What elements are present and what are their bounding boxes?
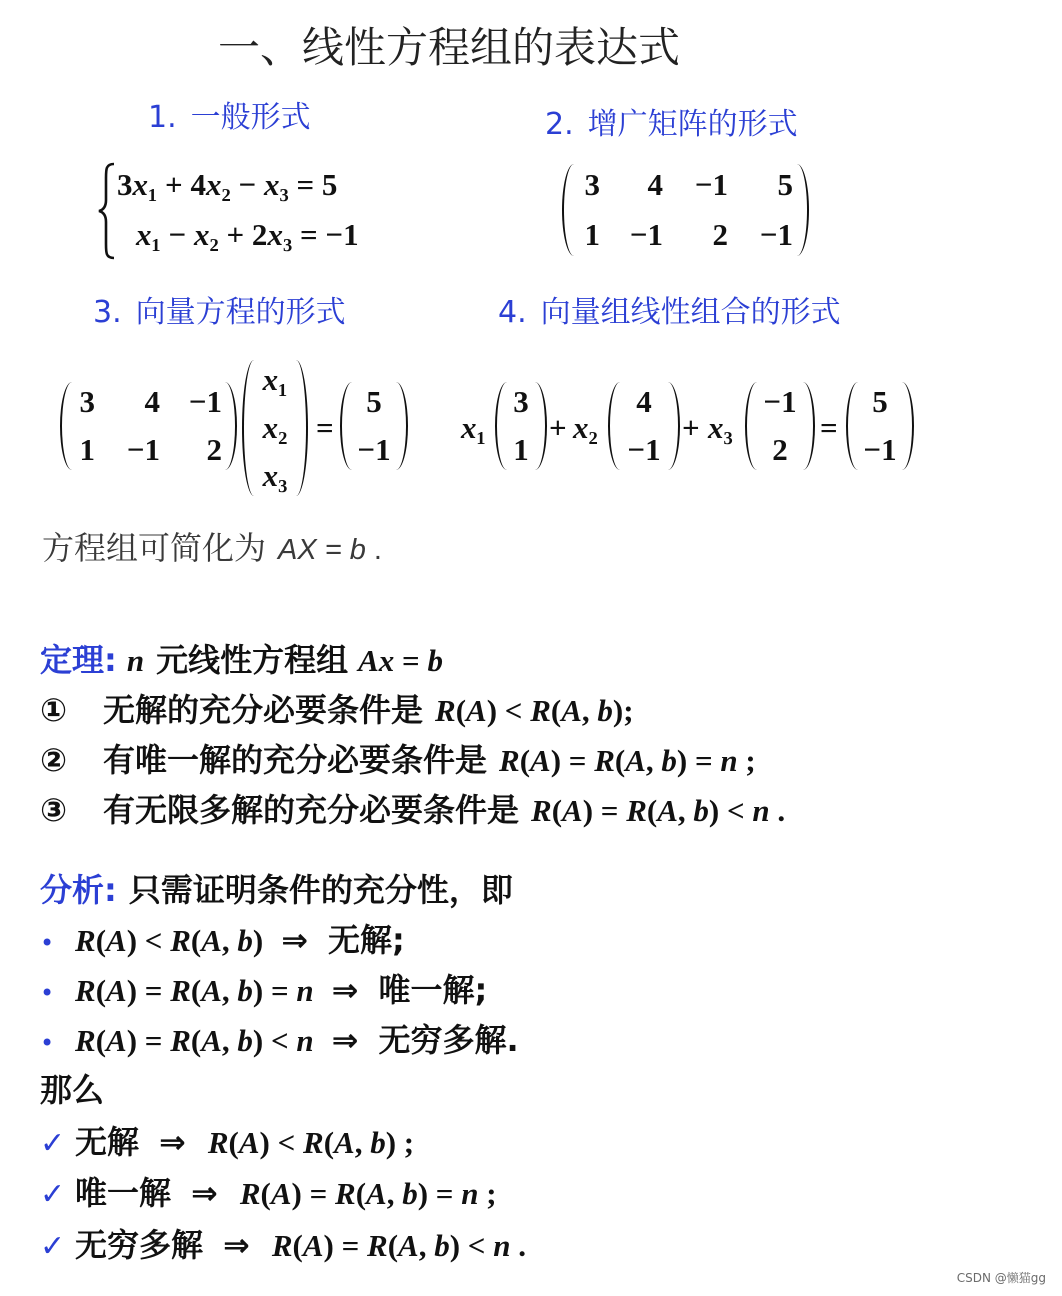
analysis-text: 只需证明条件的充分性，即: [128, 871, 513, 909]
analysis-heading: [40, 872, 513, 908]
combination-coefficient: [461, 410, 486, 446]
math-variable: x: [461, 410, 477, 445]
math-variable: n: [720, 743, 738, 778]
section-number: 2.: [545, 107, 574, 142]
math-variable: R: [367, 1228, 388, 1263]
left-parenthesis: [60, 382, 74, 470]
math-subscript: ₃: [279, 167, 289, 202]
right-parenthesis: [801, 382, 815, 470]
theorem-variable: [127, 643, 144, 679]
equation-row: 3x₁ + 4x₂ − x₃ = 5: [117, 167, 338, 202]
math-variable: b: [427, 643, 443, 678]
math-variable: R: [531, 793, 552, 828]
math-variable: R: [207, 1125, 229, 1160]
math-variable: A: [201, 973, 222, 1008]
math-variable: R: [239, 1176, 261, 1211]
math-variable: A: [625, 743, 646, 778]
plus-sign: +: [682, 410, 700, 445]
watermark: CSDN @懒猫gg: [956, 1271, 1046, 1285]
section-number: 1.: [148, 100, 177, 135]
math-variable: R: [170, 973, 191, 1008]
vector-entry: 1: [513, 432, 529, 467]
implies-arrow-icon: ⇒: [159, 1123, 186, 1161]
right-parenthesis: [533, 382, 547, 470]
matrix-cell: 4: [144, 384, 160, 419]
left-brace: [96, 162, 118, 260]
implication-formula: R(A) < R(A, b): [75, 923, 264, 958]
vector-entry: 3: [513, 384, 529, 419]
math-variable: R: [594, 743, 615, 778]
section-number: 3.: [93, 295, 122, 330]
column-vector: [608, 378, 680, 474]
math-subscript: ₃: [723, 410, 733, 445]
right-parenthesis: [294, 360, 308, 496]
condition-text: 有无限多解的充分必要条件是: [103, 791, 520, 829]
math-subscript: ₂: [278, 410, 288, 445]
augmented-matrix: [562, 160, 809, 260]
vector-entry: [258, 410, 292, 446]
implies-arrow-icon: ⇒: [191, 1174, 218, 1212]
implication-item: [40, 972, 487, 1011]
math-variable: A: [561, 693, 582, 728]
left-parenthesis: [340, 382, 354, 470]
converse-result: 无解: [75, 1123, 140, 1161]
math-variable: x: [262, 362, 279, 397]
checkmark-icon: ✓: [40, 1177, 66, 1212]
matrix-cell: −1: [188, 384, 222, 419]
implication-formula: R(A) = R(A, b) = n: [75, 973, 314, 1008]
implication-item: [40, 1022, 519, 1061]
matrix-cell: −1: [694, 167, 728, 202]
math-variable: b: [370, 1125, 386, 1160]
math-subscript: ₁: [151, 217, 161, 252]
right-parenthesis: [394, 382, 408, 470]
left-parenthesis: [242, 360, 256, 496]
condition-formula: R(A) = R(A, b) = n ;: [499, 743, 756, 778]
math-variable: x: [267, 217, 283, 252]
math-variable: A: [201, 923, 222, 958]
math-variable: R: [335, 1176, 356, 1211]
condition-text: 无解的充分必要条件是: [103, 691, 424, 729]
math-variable: A: [466, 693, 487, 728]
section-title: 向量方程的形式: [135, 295, 346, 330]
vector-entry: [258, 458, 292, 494]
circled-number-marker: ①: [40, 691, 68, 729]
implication-formula: R(A) = R(A, b) < n: [75, 1023, 314, 1058]
matrix-cell: −1: [759, 217, 793, 252]
implies-arrow-icon: ⇒: [331, 1021, 359, 1059]
vector-entry: −1: [357, 432, 391, 467]
section-title: 增广矩阵的形式: [587, 107, 798, 142]
math-variable: R: [530, 693, 551, 728]
then-text: 那么: [40, 1071, 105, 1109]
implies-arrow-icon: ⇒: [223, 1226, 250, 1264]
coefficient-matrix: [60, 378, 237, 474]
vector-entry: −1: [863, 432, 897, 467]
converse-item: [40, 1175, 497, 1213]
condition-formula: R(A) < R(A, b);: [435, 693, 634, 728]
math-variable: A: [562, 793, 583, 828]
math-variable: x: [262, 410, 279, 445]
math-variable: R: [499, 743, 520, 778]
left-parenthesis: [846, 382, 860, 470]
heading-general-form: [148, 100, 311, 136]
vector-entry: 5: [366, 384, 382, 419]
math-variable: x: [262, 458, 279, 493]
combination-coefficient: [573, 410, 598, 446]
math-variable: x: [136, 217, 152, 252]
analysis-label: 分析:: [40, 871, 117, 909]
right-parenthesis: [223, 382, 237, 470]
math-variable: A: [106, 923, 127, 958]
matrix-cell: 3: [79, 384, 95, 419]
math-variable: A: [530, 743, 551, 778]
math-subscript: ₁: [476, 410, 486, 445]
math-variable: x: [205, 167, 222, 202]
matrix-cell: 2: [712, 217, 728, 252]
circled-number-marker: ②: [40, 741, 68, 779]
math-variable: b: [693, 793, 709, 828]
vector-entry: 5: [872, 384, 888, 419]
heading-linear-combination: [498, 295, 841, 331]
implication-result: 无穷多解.: [378, 1021, 519, 1059]
math-variable: n: [461, 1176, 479, 1211]
math-variable: b: [237, 923, 253, 958]
converse-item: [40, 1227, 526, 1265]
circled-number-marker: ③: [40, 791, 68, 829]
heading-augmented-matrix: [545, 107, 798, 143]
matrix-cell: 4: [647, 167, 663, 202]
converse-item: [40, 1124, 414, 1162]
theorem-label: 定理:: [40, 641, 117, 679]
condition-formula: R(A) = R(A, b) < n .: [531, 793, 786, 828]
implication-result: 唯一解;: [378, 971, 488, 1009]
theorem-condition: [40, 742, 756, 779]
math-subscript: ₁: [278, 362, 288, 397]
section-number: 4.: [498, 295, 527, 330]
math-subscript: ₃: [282, 217, 293, 252]
math-variable: A: [270, 1176, 292, 1211]
math-variable: x: [132, 167, 148, 202]
checkmark-icon: ✓: [40, 1229, 66, 1264]
math-variable: x: [263, 167, 280, 202]
math-variable: x: [573, 410, 589, 445]
equals-sign: =: [316, 410, 334, 445]
vector-entry: −1: [627, 432, 661, 467]
math-variable: n: [493, 1228, 511, 1263]
theorem-condition: [40, 692, 634, 729]
math-variable: b: [434, 1228, 450, 1263]
then-line: [40, 1072, 104, 1108]
vector-entry: 4: [636, 384, 652, 419]
heading-vector-equation: [93, 295, 346, 331]
right-parenthesis: [795, 164, 809, 256]
simplified-form-line: [42, 530, 382, 568]
math-variable: x: [708, 410, 724, 445]
math-variable: n: [126, 643, 145, 678]
left-parenthesis: [745, 382, 759, 470]
condition-text: 有唯一解的充分必要条件是: [103, 741, 488, 779]
math-variable: x: [378, 643, 395, 678]
converse-formula: R(A) = R(A, b) = n ;: [239, 1176, 497, 1211]
page-title: 一、线性方程组的表达式: [218, 23, 681, 72]
matrix-cell: 5: [777, 167, 793, 202]
vector-entry: 2: [772, 432, 788, 467]
theorem-heading: [40, 642, 443, 679]
right-parenthesis: [900, 382, 914, 470]
math-variable: n: [296, 1023, 314, 1058]
plus-sign: +: [549, 410, 567, 445]
implication-result: 无解;: [328, 921, 405, 959]
rhs-vector: [340, 378, 408, 474]
theorem-statement: 元线性方程组: [156, 641, 349, 679]
right-parenthesis: [666, 382, 680, 470]
implies-arrow-icon: ⇒: [331, 971, 359, 1009]
math-variable: R: [271, 1228, 293, 1263]
math-variable: A: [201, 1023, 222, 1058]
math-variable: A: [238, 1125, 260, 1160]
bullet-icon: •: [40, 979, 55, 1007]
section-title: 向量组线性组合的形式: [540, 295, 841, 330]
matrix-cell: 2: [206, 432, 222, 467]
math-variable: A: [657, 793, 678, 828]
equals-sign: =: [820, 410, 838, 445]
math-variable: x: [193, 217, 210, 252]
math-subscript: ₁: [148, 167, 158, 202]
math-variable: A: [106, 973, 127, 1008]
math-variable: R: [170, 923, 191, 958]
left-parenthesis: [495, 382, 509, 470]
math-subscript: ₂: [588, 410, 598, 445]
converse-result: 唯一解: [75, 1174, 172, 1212]
math-variable: R: [75, 1023, 96, 1058]
left-parenthesis: [562, 164, 576, 256]
math-variable: A: [398, 1228, 419, 1263]
matrix-cell: −1: [126, 432, 160, 467]
bullet-icon: •: [40, 929, 55, 957]
checkmark-icon: ✓: [40, 1126, 66, 1161]
vector-entry: [258, 362, 292, 398]
math-variable: n: [752, 793, 770, 828]
theorem-system: Ax = b: [358, 643, 443, 678]
math-subscript: ₂: [209, 217, 219, 252]
implies-arrow-icon: ⇒: [281, 921, 309, 959]
math-variable: A: [334, 1125, 355, 1160]
math-variable: b: [597, 693, 613, 728]
math-variable: A: [302, 1228, 324, 1263]
math-variable: R: [626, 793, 647, 828]
section-title: 一般形式: [190, 100, 311, 135]
math-variable: R: [170, 1023, 191, 1058]
left-parenthesis: [608, 382, 622, 470]
implication-item: [40, 922, 405, 961]
combination-coefficient: [708, 410, 733, 446]
matrix-cell: 1: [584, 217, 600, 252]
math-variable: A: [366, 1176, 387, 1211]
simplified-text: 方程组可简化为: [42, 529, 267, 567]
theorem-condition: [40, 792, 785, 829]
equation-row: x₁ − x₂ + 2x₃ = −1: [136, 217, 359, 252]
math-variable: R: [75, 923, 96, 958]
math-subscript: ₂: [221, 167, 231, 202]
vector-entry: −1: [763, 384, 797, 419]
math-variable: n: [296, 973, 314, 1008]
matrix-cell: 3: [584, 167, 600, 202]
bullet-icon: •: [40, 1029, 55, 1057]
math-variable: b: [237, 973, 253, 1008]
column-vector: [495, 378, 547, 474]
rhs-vector: [846, 378, 914, 474]
converse-formula: R(A) = R(A, b) < n .: [271, 1228, 526, 1263]
unknowns-vector: [242, 356, 308, 500]
math-variable: R: [75, 973, 96, 1008]
simplified-period: .: [373, 534, 382, 566]
math-variable: A: [106, 1023, 127, 1058]
converse-formula: R(A) < R(A, b) ;: [207, 1125, 415, 1160]
math-variable: b: [661, 743, 677, 778]
math-variable: R: [435, 693, 456, 728]
math-variable: b: [237, 1023, 253, 1058]
math-variable: A: [358, 643, 379, 678]
matrix-cell: 1: [79, 432, 95, 467]
simplified-formula: AX = b: [278, 534, 366, 566]
math-variable: b: [402, 1176, 418, 1211]
converse-result: 无穷多解: [75, 1226, 204, 1264]
math-subscript: ₃: [278, 458, 288, 493]
column-vector: [745, 378, 815, 474]
matrix-cell: −1: [629, 217, 663, 252]
math-variable: R: [303, 1125, 324, 1160]
